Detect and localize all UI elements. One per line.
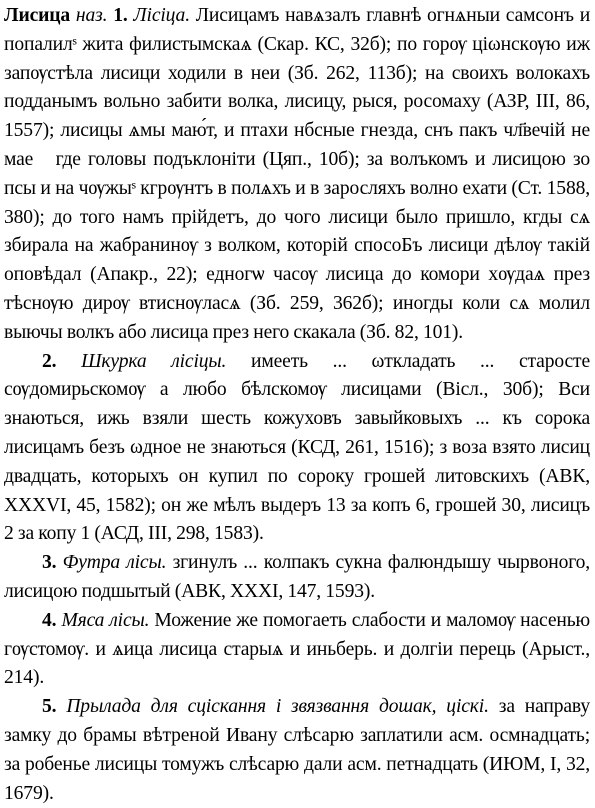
part-of-speech: наз. <box>75 5 108 26</box>
sense-number: 4. <box>42 609 57 631</box>
sense-gloss: Лісіца. <box>133 5 190 26</box>
sense-2 <box>4 348 590 550</box>
sense-number: 2. <box>42 350 57 372</box>
sense-3 <box>4 549 590 607</box>
sense-body: Лисицамъ навѧзалъ главнѣ огнѧныи самсонъ и попалилˢ жита филистымскаѧ (Скар. КС, 32б); по горѹ ціωнскѹю иж запѹстѣла лисици ходили в неи (Зб. 262, 113б); на своихъ волокахъ подданымъ вольно забити волка, лисицу, рыся, росомаху (АЗР, III, 86, 1557); лисицы ѧмы маю́т, и птахи нбсные гнезда, снъ пакъ чл҃вечій не маеⷮ где головы подъклоніти (Цяп., 10б); за волъкомъ и лисицою зо псы и на чѹжыˢ кгрѹнтъ в полѧхъ и в заросляхъ волно ехати (Ст. 1588, 380); до того намъ прійдетъ, до чого лисици было пришло, кгды сѧ збирала на жабранинѹ з волком, которій спосоБъ лисици дѣлѹ такій оповѣдал (Апакр., 22); едногѡ часѹ лисица до комори хѹдаѧ през тѣснѹю дирѹ втиснѹласѧ (Зб. 259, 362б); иногды коли сѧ молил выючы волкъ або лисица през него скакала (Зб. 82, 101). <box>4 5 591 343</box>
dictionary-entry <box>4 2 590 808</box>
sense-body: Можение же помогаеть слабости и маломѹ насенью гѹстомѹ. и ѧица лисица старыѧ и иньберь. и долгіи перець (Арыст., 214). <box>4 609 590 689</box>
sense-body: имееть ... ωткладать ... старосте сѹдомирьскомѹ а любо бѣлскомѹ лисицами (Вісл., 30б); Вси знаються, ижь взяли шесть кожуховъ завыйковыхъ ... къ сорока лисицамъ безъ ωдное не знаються (КСД, 261, 1516); з воза взято лисиц двадцать, которыхъ он купил по сороку грошей литовскихъ (АВК, XXXVI, 45, 1582); он же мѣлъ выдеръ 13 за копъ 6, грошей 30, лисицъ 2 за копу 1 (АСД, III, 298, 1583). <box>4 350 591 545</box>
sense-body: згинулъ ... колпакъ сукна фалюндышу чырвоного, лисицою подшытый (АВК, XXXI, 147, 1593). <box>4 552 591 602</box>
sense-gloss: Мяса лісы. <box>61 609 150 631</box>
sense-gloss: Футра лісы. <box>62 552 167 574</box>
sense-1 <box>4 2 590 348</box>
sense-number: 3. <box>42 552 57 574</box>
sense-gloss: Прылада для сціскання і звязвання дошак, ціскі. <box>66 696 489 718</box>
headword: Лисица <box>4 5 71 26</box>
sense-number: 5. <box>42 696 57 718</box>
sense-5 <box>4 693 590 808</box>
sense-4 <box>4 607 590 693</box>
sense-body: за направу замку до брамы вѣтреной Ивану слѣсарю заплатили асм. осмнадцать; за робенье лисицы томужъ слѣсарю дали асм. петнадцать (ИЮМ, I, 32, 1679). <box>4 696 591 804</box>
sense-gloss: Шкурка лісіцы. <box>81 350 227 372</box>
sense-number: 1. <box>113 5 128 26</box>
